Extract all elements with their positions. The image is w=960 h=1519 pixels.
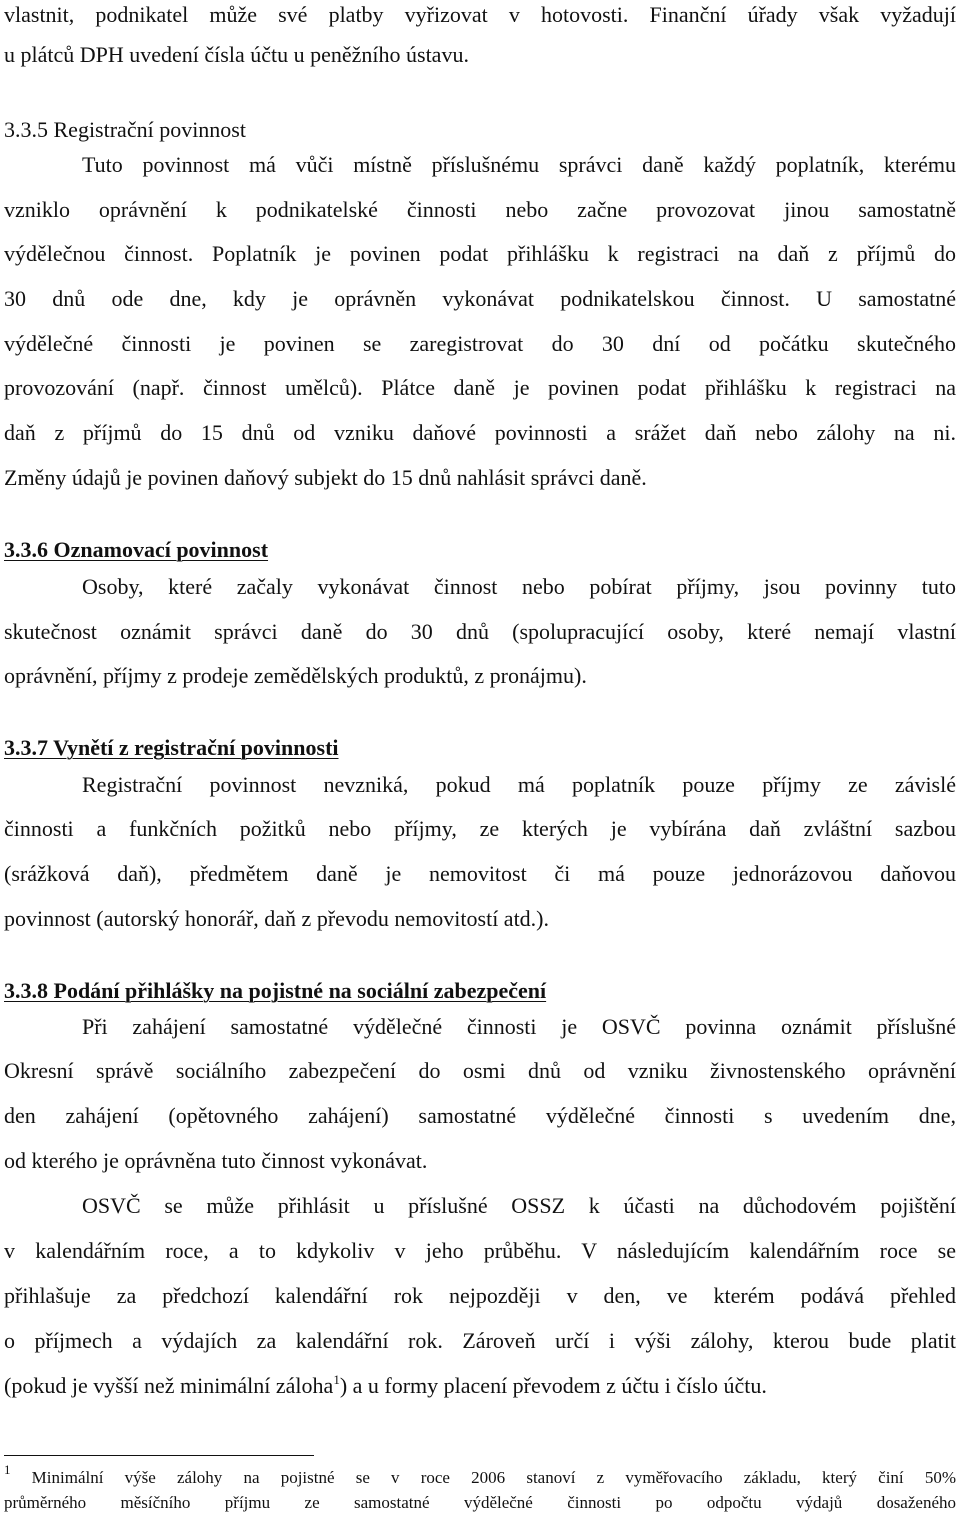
text-line: vlastnit, podnikatel může své platby vyřizovat v hotovosti. Finanční úřady však vyžadují <box>4 2 956 27</box>
text-line: u plátců DPH uvedení čísla účtu u peněžního ústavu. <box>4 42 469 67</box>
text-line: činnosti a funkčních požitků nebo příjmy, ze kterých je vybírána daň zvláštní sazbou <box>4 816 956 841</box>
text-line: Registrační povinnost nevzniká, pokud má poplatník pouze příjmy ze závislé <box>82 772 956 797</box>
text-line: výdělečnou činnost. Poplatník je povinen podat přihlášku k registraci na daň z příjmů do <box>4 241 956 266</box>
text-line: (srážková daň), předmětem daně je nemovitost či má pouze jednorázovou daňovou <box>4 861 956 886</box>
text-line: den zahájení (opětovného zahájení) samostatné výdělečné činnosti s uvedením dne, <box>4 1103 956 1128</box>
text-line: Při zahájení samostatné výdělečné činnosti je OSVČ povinna oznámit příslušné <box>82 1014 956 1039</box>
footnote-text: Minimální výše zálohy na pojistné se v roce 2006 stanoví z vyměřovacího základu, který činí 50% <box>10 1468 956 1487</box>
text-line: oprávnění, příjmy z prodeje zemědělských produktů, z pronájmu). <box>4 663 587 688</box>
text-line <box>4 1371 956 1401</box>
text-line: Osoby, které začaly vykonávat činnost nebo pobírat příjmy, jsou povinny tuto <box>82 574 956 599</box>
footnote-reference: 1 <box>333 1372 340 1387</box>
section-heading-3-3-8: 3.3.8 Podání přihlášky na pojistné na sociální zabezpečení <box>4 978 547 1003</box>
text-line: přihlašuje za předchozí kalendářní rok nejpozději v den, ve kterém podává přehled <box>4 1283 956 1308</box>
text-line: vzniklo oprávnění k podnikatelské činnosti nebo začne provozovat jinou samostatně <box>4 197 956 222</box>
text-line: provozování (např. činnost umělců). Plátce daně je povinen podat přihlášku k registraci na <box>4 375 956 400</box>
text-line: 30 dnů ode dne, kdy je oprávněn vykonávat podnikatelskou činnost. U samostatné <box>4 286 956 311</box>
text-line: skutečnost oznámit správci daně do 30 dnů (spolupracující osoby, které nemají vlastní <box>4 619 956 644</box>
text-line: o příjmech a výdajích za kalendářní rok. Zároveň určí i výši zálohy, kterou bude platit <box>4 1328 956 1353</box>
text-line: Změny údajů je povinen daňový subjekt do 15 dnů nahlásit správci daně. <box>4 465 647 490</box>
text-line: povinnost (autorský honorář, daň z převodu nemovitostí atd.). <box>4 906 550 931</box>
text-line: výdělečné činnosti je povinen se zaregistrovat do 30 dní od počátku skutečného <box>4 331 956 356</box>
text-fragment: ) a u formy placení převodem z účtu i číslo účtu. <box>339 1373 767 1398</box>
section-heading-3-3-7: 3.3.7 Vynětí z registrační povinnosti <box>4 735 339 760</box>
text-fragment: (pokud je vyšší než minimální záloha <box>4 1373 334 1398</box>
text-line: Tuto povinnost má vůči místně příslušnému správci daně každý poplatník, kterému <box>82 152 956 177</box>
footnote-line <box>4 1462 956 1489</box>
text-line: Okresní správě sociálního zabezpečení do osmi dnů od vzniku živnostenského oprávnění <box>4 1058 956 1083</box>
section-heading-3-3-6: 3.3.6 Oznamovací povinnost <box>4 537 269 562</box>
section-heading-3-3-5: 3.3.5 Registrační povinnost <box>4 117 246 142</box>
footnote-separator <box>4 1455 314 1456</box>
text-line: v kalendářním roce, a to kdykoliv v jeho průběhu. V následujícím kalendářním roce se <box>4 1238 956 1263</box>
text-line: daň z příjmů do 15 dnů od vzniku daňové povinnosti a srážet daň nebo zálohy na ni. <box>4 420 956 445</box>
footnote-line: průměrného měsíčního příjmu ze samostatné výdělečné činnosti po odpočtu výdajů dosaženého <box>4 1493 956 1512</box>
text-line: OSVČ se může přihlásit u příslušné OSSZ k účasti na důchodovém pojištění <box>82 1193 956 1218</box>
footnote-number: 1 <box>4 1462 11 1477</box>
text-line: od kterého je oprávněna tuto činnost vykonávat. <box>4 1148 428 1173</box>
